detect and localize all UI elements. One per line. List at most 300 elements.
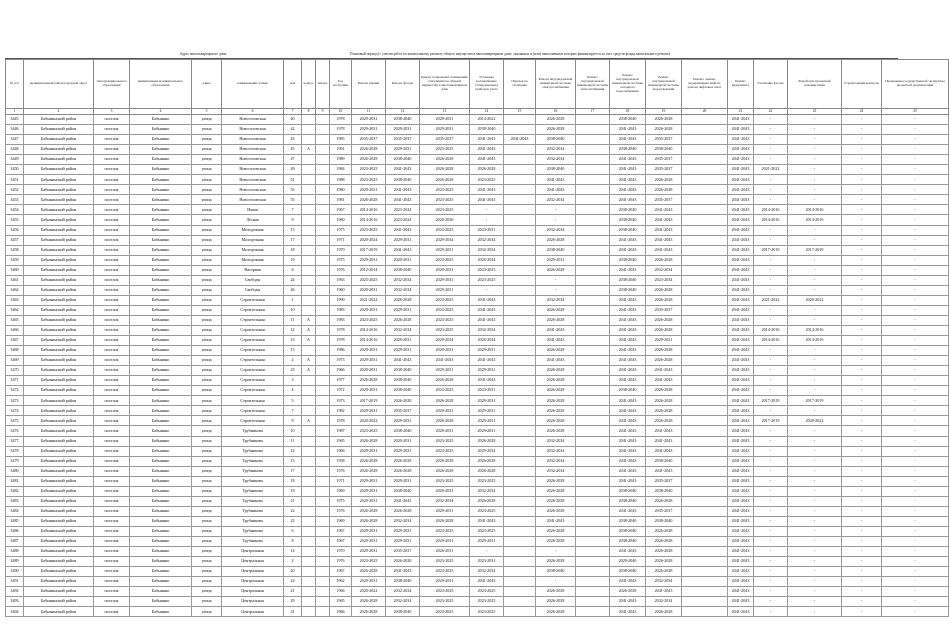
table-cell <box>302 607 316 617</box>
table-cell: поселок <box>94 195 130 205</box>
table-cell <box>576 265 610 275</box>
table-cell: Бабынино <box>130 597 192 607</box>
table-cell: 3450 <box>6 165 24 175</box>
table-cell: 2038-2040 <box>610 225 646 235</box>
table-cell: Строительная <box>222 305 284 315</box>
table-cell <box>316 436 330 446</box>
table-row <box>6 245 949 255</box>
table-cell: улица <box>192 305 222 315</box>
table-cell: 3459 <box>6 255 24 265</box>
table-cell: поселок <box>94 476 130 486</box>
table-cell: 2026-2028 <box>386 295 420 305</box>
table-cell: 2023-2025 <box>470 526 504 536</box>
table-cell: - <box>842 607 882 617</box>
column-number: 11 <box>352 109 386 115</box>
table-cell: - <box>842 255 882 265</box>
column-header: № п/п <box>6 60 24 109</box>
table-cell <box>316 145 330 155</box>
table-cell: 2014-2016 <box>352 205 386 215</box>
table-cell: Трубникова <box>222 476 284 486</box>
table-cell: 2026-2028 <box>536 125 576 135</box>
table-cell: 19 <box>284 255 302 265</box>
table-cell: 2041-2043 <box>470 155 504 165</box>
table-cell <box>682 516 728 526</box>
table-cell: 2041-2043 <box>728 557 754 567</box>
table-cell: 2020-2031 <box>386 255 420 265</box>
table-cell: Бабынино <box>130 205 192 215</box>
table-cell: 1967 <box>330 567 352 577</box>
table-cell <box>316 557 330 567</box>
table-cell: - <box>788 155 842 165</box>
table-cell: 49 <box>284 165 302 175</box>
table-cell: 2038-2040 <box>610 205 646 215</box>
column-header: Установка коллективных (общедомовых) приборов учета <box>470 60 504 109</box>
table-cell <box>576 466 610 476</box>
table-cell <box>316 577 330 587</box>
table-cell <box>302 255 316 265</box>
table-cell: 3479 <box>6 456 24 466</box>
table-cell: 2023-2025 <box>420 295 470 305</box>
table-cell: 2041-2043 <box>610 195 646 205</box>
table-cell: - <box>882 125 949 135</box>
table-cell <box>576 496 610 506</box>
table-cell: - <box>842 577 882 587</box>
table-cell: 2020-2024 <box>352 235 386 245</box>
table-cell: 2029-2031 <box>352 285 386 295</box>
table-cell: 10 <box>284 426 302 436</box>
table-cell: 2026-2028 <box>536 587 576 597</box>
table-cell: - <box>754 597 788 607</box>
table-cell: Бабынинский район <box>24 557 94 567</box>
table-cell: 3446 <box>6 125 24 135</box>
table-cell: улица <box>192 225 222 235</box>
table-cell <box>316 587 330 597</box>
table-cell: Бабынинский район <box>24 265 94 275</box>
table-row <box>6 225 949 235</box>
table-cell: 2026-2028 <box>646 386 682 396</box>
table-cell: 3484 <box>6 506 24 516</box>
table-cell <box>504 215 536 225</box>
table-cell <box>504 336 536 346</box>
table-cell: 2026-2028 <box>646 175 682 185</box>
table-cell: поселок <box>94 456 130 466</box>
table-cell: 3464 <box>6 305 24 315</box>
table-cell: 1971 <box>330 476 352 486</box>
table-cell: 2041-2043 <box>610 155 646 165</box>
table-cell: поселок <box>94 416 130 426</box>
table-cell: - <box>754 155 788 165</box>
table-cell: 2035-2037 <box>646 506 682 516</box>
table-cell: 2026-2028 <box>536 346 576 356</box>
table-cell: 1966 <box>330 366 352 376</box>
table-cell: 4 <box>284 386 302 396</box>
table-cell: 2029-2031 <box>352 255 386 265</box>
table-cell: 3447 <box>6 135 24 145</box>
table-cell: 1958 <box>330 456 352 466</box>
table-cell: 11 <box>284 436 302 446</box>
table-cell: 2041-2043 <box>728 386 754 396</box>
table-cell: - <box>754 406 788 416</box>
table-cell: улица <box>192 406 222 416</box>
table-row <box>6 466 949 476</box>
table-cell: Бабынино <box>130 557 192 567</box>
table-cell: - <box>882 456 949 466</box>
table-cell: 3449 <box>6 155 24 165</box>
table-cell: 2026-2028 <box>646 356 682 366</box>
table-cell: 2029-2031 <box>646 336 682 346</box>
table-cell: Бабынино <box>130 496 192 506</box>
table-cell: - <box>842 406 882 416</box>
table-cell: - <box>842 456 882 466</box>
table-cell: поселок <box>94 346 130 356</box>
table-cell: 2023-2025 <box>352 175 386 185</box>
table-cell: 2035-2037 <box>646 476 682 486</box>
table-cell: 2029-2031 <box>352 476 386 486</box>
table-cell: - <box>788 235 842 245</box>
table-cell: поселок <box>94 285 130 295</box>
table-cell: 2041-2043 <box>610 446 646 456</box>
table-cell: 1969 <box>330 516 352 526</box>
table-cell: 2041-2043 <box>386 165 420 175</box>
table-cell: 2041-2043 <box>728 466 754 476</box>
table-cell: 2026-2028 <box>536 115 576 125</box>
table-cell: 2041-2043 <box>610 325 646 335</box>
table-cell: 2038-2040 <box>386 486 420 496</box>
table-cell: 2023-2025 <box>420 305 470 315</box>
table-cell <box>504 396 536 406</box>
table-cell: - <box>788 426 842 436</box>
table-cell <box>504 265 536 275</box>
table-cell: 2041-2043 <box>728 456 754 466</box>
table-cell: - <box>882 346 949 356</box>
table-cell: 2023-2025 <box>470 506 504 516</box>
table-cell: 2029-2031 <box>386 536 420 546</box>
table-cell: 2032-2034 <box>646 597 682 607</box>
table-cell: Бабынинский район <box>24 346 94 356</box>
table-cell: 1986 <box>330 346 352 356</box>
table-cell: - <box>754 607 788 617</box>
table-cell: 2023-2025 <box>420 185 470 195</box>
table-cell: 2014-2016 <box>352 336 386 346</box>
table-cell <box>576 275 610 285</box>
table-cell <box>302 396 316 406</box>
table-cell <box>682 325 728 335</box>
table-cell: 3456 <box>6 225 24 235</box>
table-cell: - <box>842 115 882 125</box>
table-cell: Лесная <box>222 215 284 225</box>
column-number: 24 <box>842 109 882 115</box>
table-cell: 2041-2043 <box>470 135 504 145</box>
table-cell <box>316 235 330 245</box>
table-cell: - <box>754 145 788 155</box>
table-cell <box>302 426 316 436</box>
table-cell: - <box>882 185 949 195</box>
table-cell: - <box>882 557 949 567</box>
table-cell <box>504 205 536 215</box>
table-cell: 2035-2037 <box>386 406 420 416</box>
table-row <box>6 536 949 546</box>
table-cell <box>576 155 610 165</box>
table-cell <box>504 496 536 506</box>
table-cell: 2029-2031 <box>420 245 470 255</box>
table-cell: - <box>842 336 882 346</box>
column-header: дом <box>284 60 302 109</box>
table-cell: - <box>842 526 882 536</box>
table-cell: 1977 <box>330 376 352 386</box>
table-cell <box>316 597 330 607</box>
table-cell: улица <box>192 125 222 135</box>
table-cell: 2038-2040 <box>610 145 646 155</box>
table-cell: - <box>882 295 949 305</box>
table-cell: 1975 <box>330 255 352 265</box>
table-cell: Бабынино <box>130 416 192 426</box>
table-cell: Бабынино <box>130 315 192 325</box>
table-cell: Трубникова <box>222 486 284 496</box>
table-cell: А <box>302 356 316 366</box>
table-cell: 2041-2043 <box>728 436 754 446</box>
table-cell: 1989 <box>330 155 352 165</box>
table-cell: - <box>754 255 788 265</box>
table-cell: 2038-2040 <box>610 486 646 496</box>
table-cell: 2038-2040 <box>386 175 420 185</box>
table-cell: - <box>842 215 882 225</box>
table-cell: - <box>842 516 882 526</box>
table-cell <box>302 386 316 396</box>
table-cell <box>576 416 610 426</box>
table-cell: 2041-2043 <box>536 356 576 366</box>
table-cell <box>302 235 316 245</box>
table-cell: улица <box>192 215 222 225</box>
table-cell: 2041-2043 <box>728 205 754 215</box>
table-cell: Бабынино <box>130 607 192 617</box>
table-cell: 2041-2043 <box>646 215 682 225</box>
table-cell: 2026-2028 <box>536 235 576 245</box>
table-cell: 2038-2040 <box>646 145 682 155</box>
table-cell: 2026-2028 <box>536 396 576 406</box>
table-cell: - <box>882 195 949 205</box>
table-cell: 2032-2034 <box>536 446 576 456</box>
table-cell: 2032-2034 <box>420 496 470 506</box>
table-cell: - <box>788 255 842 265</box>
table-cell: Бабынинский район <box>24 235 94 245</box>
table-cell: 7 <box>284 205 302 215</box>
table-cell <box>682 506 728 516</box>
table-cell: 2029-2031 <box>352 486 386 496</box>
table-cell: 2038-2040 <box>610 215 646 225</box>
table-row <box>6 295 949 305</box>
table-cell: - <box>842 597 882 607</box>
table-cell: Строительная <box>222 386 284 396</box>
table-cell: 2026-2028 <box>536 607 576 617</box>
table-cell: 3462 <box>6 285 24 295</box>
table-cell: 2023-2025 <box>352 315 386 325</box>
table-cell: 2029-2031 <box>352 547 386 557</box>
table-cell: 2029-2031 <box>352 406 386 416</box>
table-cell: 2041-2043 <box>728 536 754 546</box>
table-cell: 2041-2043 <box>646 446 682 456</box>
table-cell: 2041-2043 <box>728 275 754 285</box>
table-cell: - <box>788 376 842 386</box>
table-cell: 2041-2043 <box>646 376 682 386</box>
column-header: Ремонт фундамента <box>728 60 754 109</box>
table-cell: - <box>842 285 882 295</box>
table-cell: - <box>842 265 882 275</box>
table-cell: 2029-2031 <box>386 305 420 315</box>
table-cell: - <box>882 366 949 376</box>
table-cell: 2041-2043 <box>610 245 646 255</box>
table-cell: 2023-2025 <box>470 175 504 185</box>
table-cell: 3470 <box>6 366 24 376</box>
table-cell: - <box>788 466 842 476</box>
table-cell: 2041-2043 <box>728 135 754 145</box>
table-cell: улица <box>192 155 222 165</box>
table-cell: 2014-2022 <box>470 115 504 125</box>
table-cell: поселок <box>94 185 130 195</box>
table-cell: Бабынинский район <box>24 195 94 205</box>
table-cell: 47 <box>284 155 302 165</box>
table-cell: - <box>842 547 882 557</box>
table-row <box>6 285 949 295</box>
table-cell: 2029-2031 <box>470 346 504 356</box>
table-cell: 24 <box>284 275 302 285</box>
table-cell: 1987 <box>330 426 352 436</box>
table-cell: - <box>788 185 842 195</box>
table-cell: 31 <box>284 607 302 617</box>
table-cell: 2041-2043 <box>728 175 754 185</box>
table-cell: 2041-2043 <box>728 506 754 516</box>
table-cell: 6 <box>284 526 302 536</box>
table-cell: - <box>842 567 882 577</box>
table-row <box>6 476 949 486</box>
table-cell: Бабынинский район <box>24 547 94 557</box>
table-cell: поселок <box>94 567 130 577</box>
table-cell: Новая <box>222 205 284 215</box>
table-cell: - <box>788 305 842 315</box>
table-cell <box>504 416 536 426</box>
table-cell: - <box>882 265 949 275</box>
table-cell <box>316 416 330 426</box>
column-header: Ремонт внутридомовой инженерной системы теплоснабжения <box>576 60 610 109</box>
table-cell: Бабынино <box>130 215 192 225</box>
table-cell: - <box>882 135 949 145</box>
table-cell: - <box>882 175 949 185</box>
table-cell: - <box>754 285 788 295</box>
table-cell: улица <box>192 346 222 356</box>
table-cell: 1978 <box>330 325 352 335</box>
table-cell: - <box>536 285 576 295</box>
table-cell: 2026-2028 <box>536 486 576 496</box>
table-cell: Бабынинский район <box>24 185 94 195</box>
table-cell: поселок <box>94 426 130 436</box>
table-cell: 1978 <box>330 416 352 426</box>
table-cell: 2029-2031 <box>420 275 470 285</box>
table-cell: 2026-2028 <box>536 536 576 546</box>
table-cell: 2041-2043 <box>470 516 504 526</box>
table-cell: Бабынинский район <box>24 587 94 597</box>
table-cell: 2032-2034 <box>536 155 576 165</box>
table-cell: 2041-2043 <box>610 135 646 145</box>
table-cell: 2029-2031 <box>352 185 386 195</box>
table-cell: поселок <box>94 175 130 185</box>
table-cell <box>682 597 728 607</box>
table-cell: 2029-2031 <box>352 115 386 125</box>
table-cell: - <box>882 466 949 476</box>
table-cell: - <box>882 165 949 175</box>
table-cell: 1970 <box>330 547 352 557</box>
table-cell: 2029-2031 <box>352 305 386 315</box>
table-cell: улица <box>192 205 222 215</box>
table-cell <box>302 285 316 295</box>
table-cell: - <box>788 436 842 446</box>
table-cell: 2026-2028 <box>352 607 386 617</box>
table-cell: 2032-2034 <box>536 225 576 235</box>
table-cell: Нагорная <box>222 265 284 275</box>
table-cell: - <box>882 235 949 245</box>
table-cell: поселок <box>94 245 130 255</box>
table-cell <box>504 305 536 315</box>
table-cell <box>302 567 316 577</box>
table-cell <box>316 396 330 406</box>
table-cell: 2014-2016 <box>788 336 842 346</box>
table-cell <box>576 295 610 305</box>
table-cell: - <box>788 607 842 617</box>
table-cell <box>682 456 728 466</box>
table-cell <box>576 526 610 536</box>
table-cell: поселок <box>94 275 130 285</box>
table-cell <box>302 155 316 165</box>
table-cell: 2035-2037 <box>646 165 682 175</box>
table-cell: 2026-2028 <box>352 155 386 165</box>
table-cell: Трубникова <box>222 436 284 446</box>
table-cell <box>504 486 536 496</box>
table-cell: Бабынинский район <box>24 366 94 376</box>
table-cell: - <box>754 496 788 506</box>
table-cell: улица <box>192 366 222 376</box>
table-cell: 2 <box>284 356 302 366</box>
table-cell: 7 <box>284 406 302 416</box>
table-cell: Бабынино <box>130 265 192 275</box>
table-cell: 2041-2043 <box>610 165 646 175</box>
table-cell: 2041-2043 <box>728 516 754 526</box>
table-cell: - <box>754 516 788 526</box>
table-cell: Бабынинский район <box>24 115 94 125</box>
table-cell: - <box>842 235 882 245</box>
table-cell: 2035-2037 <box>386 547 420 557</box>
table-cell: 2026-2028 <box>646 396 682 406</box>
table-cell <box>576 486 610 496</box>
table-cell: - <box>842 436 882 446</box>
table-cell: - <box>754 265 788 275</box>
table-row <box>6 587 949 597</box>
table-cell <box>316 386 330 396</box>
table-cell: 3452 <box>6 185 24 195</box>
table-cell: улица <box>192 506 222 516</box>
table-cell: 2041-2043 <box>728 476 754 486</box>
table-cell: Центральная <box>222 567 284 577</box>
table-cell: - <box>882 285 949 295</box>
column-number: 25 <box>882 109 949 115</box>
table-cell: 2032-2034 <box>536 466 576 476</box>
table-cell: 2026-2028 <box>420 396 470 406</box>
table-cell: А <box>302 315 316 325</box>
table-cell: 2035-2037 <box>646 195 682 205</box>
table-cell: 2026-2028 <box>420 155 470 165</box>
table-cell: - <box>788 557 842 567</box>
table-cell <box>682 155 728 165</box>
table-cell: поселок <box>94 165 130 175</box>
table-cell: 2041-2043 <box>386 185 420 195</box>
table-cell: поселок <box>94 366 130 376</box>
